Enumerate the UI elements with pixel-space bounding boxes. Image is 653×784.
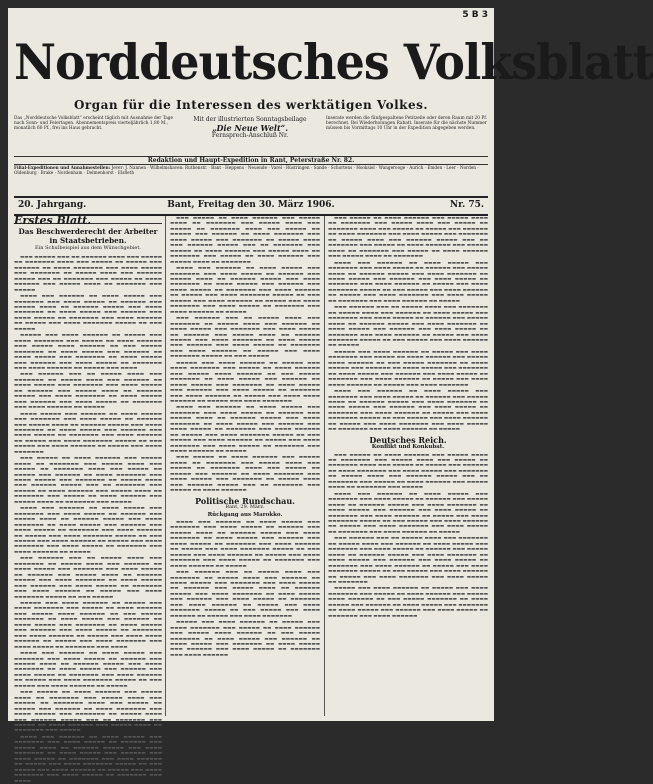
column-2 xyxy=(170,216,320,716)
subscription-info: Das „Norddeutsche Volksblatt“ erscheint täglich mit Ausnahme der Tage nach Sonn- und Feiertagen. Abonnementspreis vierteljährlich 1,80 M., monatlich 60 Pf., frei ins Haus gebracht. xyxy=(14,116,174,132)
page-number: 5 B 3 xyxy=(462,10,488,20)
newspaper-page xyxy=(8,8,653,784)
article-subhead: Ein Schulbeispiel aus dem Wünschgebiet. xyxy=(35,245,141,252)
issue-date: Bant, Freitag den 30. März 1906. xyxy=(167,200,335,210)
article-body: ▬▬▬ ▬▬▬▬▬ ▬▬▬ ▬▬ ▬▬▬▬▬▬ ▬▬▬▬ ▬▬▬ ▬▬▬▬▬ ▬▬ ▬▬▬▬▬▬▬ ▬▬▬▬ ▬▬▬ ▬▬▬▬▬ ▬▬ ▬▬▬▬▬ ▬▬▬ ▬▬▬▬▬▬ ▬▬ ▬▬▬▬ ▬▬▬▬▬▬▬ ▬▬▬ ▬▬▬▬ ▬▬▬▬▬ ▬▬▬ ▬▬▬▬▬▬▬ ▬▬ ▬▬▬▬▬ ▬▬▬▬ ▬▬▬ ▬▬▬▬▬▬ ▬▬▬▬▬ ▬▬▬ ▬▬ ▬▬▬▬▬▬▬ ▬▬▬ ▬▬▬▬▬ ▬▬ ▬▬▬▬ ▬▬▬▬▬▬ ▬▬▬ ▬▬▬▬▬ ▬▬▬▬ ▬▬ ▬▬▬▬▬▬▬ ▬▬▬ ▬▬▬▬▬ ▬▬▬▬ ▬▬▬ ▬▬▬▬▬▬ ▬▬ ▬▬▬▬ ▬▬▬▬▬ ▬▬▬ ▬▬▬▬▬▬▬ ▬▬▬ ▬▬▬▬ ▬▬▬▬▬ ▬▬ ▬▬▬▬▬▬ ▬▬▬ ▬▬▬▬▬ ▬▬▬▬ ▬▬ ▬▬▬▬▬▬ ▬▬▬▬▬ ▬▬▬ ▬▬▬▬ ▬▬▬▬▬▬▬ ▬▬ ▬▬▬▬ ▬▬▬▬▬ ▬▬▬ ▬▬▬▬▬▬ ▬▬▬ ▬▬▬▬ ▬▬▬▬▬ ▬▬ ▬▬▬▬▬▬▬ ▬▬▬ ▬▬▬▬ ▬▬▬▬▬▬ ▬▬ ▬▬▬▬▬ ▬▬▬ ▬▬▬▬ ▬▬▬▬▬▬▬ ▬▬▬▬▬ ▬▬ ▬▬▬ ▬▬▬▬▬ ▬▬▬▬▬ ▬▬▬ ▬▬▬▬ ▬▬▬▬▬▬ ▬▬ ▬▬▬▬▬ ▬▬▬ ▬▬▬▬ ▬▬▬▬▬▬▬ ▬▬▬ ▬▬▬▬▬ ▬▬ ▬▬▬▬ ▬▬▬▬▬▬ ▬▬▬ ▬▬▬▬▬ ▬▬▬▬ ▬▬▬▬▬▬ ▬▬ ▬▬▬ ▬▬▬▬▬ ▬▬▬▬▬▬▬ ▬▬ ▬▬▬▬ ▬▬▬▬▬ ▬▬▬ ▬▬▬▬▬▬ ▬▬ ▬▬▬▬ ▬▬▬▬▬ ▬▬▬ ▬▬▬▬▬▬▬ ▬▬ ▬▬▬▬ ▬▬▬▬▬ ▬▬▬ ▬▬▬▬▬▬ ▬▬▬ ▬▬▬▬ ▬▬▬▬▬ ▬▬ ▬▬▬▬▬▬▬ ▬▬▬ ▬▬▬▬ ▬▬▬▬▬▬ ▬▬ ▬▬▬▬▬ ▬▬▬ ▬▬▬▬ ▬▬▬ ▬▬▬▬▬▬ ▬▬▬ ▬▬ ▬▬▬▬▬ ▬▬▬▬ ▬▬▬ ▬▬▬▬▬▬▬ ▬▬ ▬▬▬▬▬ ▬▬▬▬ ▬▬▬ ▬▬▬▬▬▬ ▬▬ ▬▬▬▬ ▬▬▬▬▬ ▬▬▬ ▬▬▬▬▬▬▬ ▬▬▬ ▬▬▬▬ ▬▬▬▬▬ ▬▬ ▬▬▬▬▬▬ ▬▬▬ ▬▬▬▬▬ ▬▬▬▬ ▬▬ ▬▬▬▬▬▬ ▬▬▬▬▬ ▬▬▬ ▬▬▬▬ ▬▬▬▬▬▬▬ ▬▬ ▬▬▬▬ ▬▬▬▬▬ ▬▬▬ ▬▬▬▬▬▬ ▬▬▬ ▬▬▬▬ ▬▬▬▬▬ ▬▬ ▬▬▬▬▬▬▬ ▬▬▬ ▬▬▬▬ ▬▬▬▬▬▬ ▬▬ ▬▬▬▬▬ ▬▬▬▬ ▬▬▬▬▬ ▬▬▬ ▬▬▬▬▬▬ ▬▬ ▬▬▬▬ ▬▬▬▬▬ ▬▬▬ ▬▬▬▬▬▬▬ ▬▬▬ ▬▬▬▬ ▬▬▬▬▬ ▬▬ ▬▬▬▬▬▬ ▬▬▬ ▬▬▬▬▬ ▬▬▬▬ ▬▬ ▬▬▬▬▬▬ ▬▬▬▬▬ ▬▬▬ ▬▬▬▬ ▬▬▬▬▬▬▬ ▬▬ ▬▬▬▬ ▬▬▬▬▬ ▬▬▬ ▬▬▬▬▬▬ ▬▬▬ ▬▬▬▬ ▬▬▬▬▬ ▬▬ ▬▬▬▬▬▬▬ ▬▬▬ ▬▬▬▬ ▬▬▬▬▬▬ ▬▬ ▬▬▬▬▬ ▬▬▬ ▬▬▬▬ ▬▬▬▬▬▬▬ ▬▬▬▬▬ ▬▬ ▬▬▬ ▬▬▬▬▬ ▬▬▬ ▬▬▬▬ ▬▬▬▬▬▬ ▬▬ ▬▬▬▬▬ ▬▬▬ ▬▬▬▬ ▬▬▬▬▬▬▬ ▬▬▬ ▬▬▬▬▬ ▬▬ ▬▬▬▬ ▬▬▬▬▬▬ ▬▬▬ ▬▬▬▬▬ ▬▬▬▬ ▬▬ ▬▬▬▬▬▬▬ ▬▬▬ ▬▬▬▬▬ ▬▬▬▬ ▬▬▬ ▬▬▬▬▬ ▬▬ ▬▬▬▬▬▬▬ ▬▬▬▬ ▬▬▬ ▬▬▬▬▬ ▬▬ ▬▬▬▬▬ ▬▬▬ ▬▬▬▬▬▬ ▬▬ ▬▬▬▬ ▬▬▬▬▬▬▬ ▬▬▬ ▬▬▬▬ ▬▬▬▬▬ ▬▬▬ ▬▬▬▬▬▬▬ ▬▬ ▬▬▬▬▬ ▬▬▬▬ ▬▬▬ ▬▬▬▬▬▬ ▬▬▬▬▬ ▬▬▬ ▬▬ ▬▬▬▬▬▬▬ ▬▬▬ ▬▬▬▬▬ ▬▬ ▬▬▬▬ ▬▬▬▬▬▬ ▬▬▬ ▬▬▬▬▬ ▬▬▬▬ ▬▬ ▬▬▬▬▬▬▬ ▬▬▬ ▬▬▬▬▬ ▬▬ ▬▬▬▬ ▬▬▬▬▬▬ ▬▬▬ ▬▬▬▬▬ ▬▬▬▬ ▬▬ ▬▬▬▬▬▬▬ ▬▬▬ ▬▬▬▬▬ ▬▬▬▬ ▬▬▬ ▬▬▬▬▬▬ ▬▬ ▬▬▬▬ ▬▬▬▬▬ ▬▬▬ ▬▬▬▬▬▬▬ ▬▬▬ ▬▬▬▬ ▬▬▬▬▬ ▬▬ ▬▬▬▬▬▬ ▬▬▬ ▬▬▬▬▬ ▬▬▬▬ ▬▬ ▬▬▬▬▬▬ ▬▬▬▬▬ ▬▬▬ ▬▬▬▬ ▬▬▬▬▬▬▬ ▬▬ ▬▬▬▬ ▬▬▬▬▬ ▬▬▬ ▬▬▬▬▬▬ ▬▬▬ ▬▬▬▬ ▬▬▬▬▬ ▬▬ ▬▬▬▬▬▬▬ ▬▬▬ ▬▬▬▬ ▬▬▬▬▬▬ ▬▬ ▬▬▬▬▬ ▬▬▬ ▬▬▬▬ ▬▬▬▬▬▬▬ ▬▬▬▬▬ ▬▬ ▬▬▬ ▬▬▬▬▬ ▬▬▬ ▬▬▬▬ ▬▬▬▬▬▬ ▬▬ ▬▬▬▬▬ ▬▬▬ ▬▬▬▬ ▬▬▬▬▬▬▬ ▬▬▬ ▬▬▬▬ ▬▬▬▬▬ ▬▬ ▬▬▬▬▬▬▬ ▬▬▬ ▬▬▬▬ ▬▬▬▬▬▬ ▬▬ ▬▬▬▬▬ ▬▬▬ ▬▬▬▬▬▬ ▬▬▬ ▬▬ ▬▬▬▬▬ ▬▬▬▬ ▬▬▬ ▬▬▬▬▬▬▬ ▬▬ ▬▬▬▬▬ ▬▬▬▬ ▬▬▬ ▬▬▬▬▬▬ ▬▬ ▬▬▬▬ ▬▬▬▬▬ ▬▬▬ ▬▬▬▬▬▬▬ ▬▬▬ ▬▬▬▬ ▬▬▬▬▬ ▬▬ ▬▬▬▬▬▬ ▬▬▬ ▬▬▬▬▬ ▬▬▬▬ ▬▬ ▬▬▬▬▬▬ ▬▬▬▬▬ ▬▬▬ ▬▬▬▬ ▬▬▬▬▬▬▬ ▬▬ ▬▬▬▬ ▬▬▬▬▬ ▬▬▬ ▬▬▬▬▬▬ ▬▬▬ ▬▬▬▬ ▬▬▬▬▬ ▬▬ ▬▬▬▬▬▬▬ ▬▬▬ ▬▬▬▬ ▬▬▬▬▬▬ ▬▬ ▬▬▬▬▬ ▬▬▬ ▬▬▬▬ ▬▬▬▬▬▬▬ ▬▬▬▬▬ ▬▬ ▬▬▬ ▬▬▬▬▬ ▬▬▬▬▬ ▬▬▬ ▬▬▬▬ ▬▬▬▬▬▬ ▬▬ ▬▬▬▬▬ ▬▬▬ ▬▬▬▬ ▬▬▬▬▬▬▬ ▬▬▬ ▬▬▬▬▬ ▬▬ ▬▬▬▬ ▬▬▬▬▬▬ ▬▬▬ ▬▬▬▬▬ ▬▬▬▬ ▬▬▬▬▬▬ ▬▬ ▬▬▬ ▬▬▬▬▬ ▬▬▬▬▬▬▬ ▬▬ ▬▬▬▬ ▬▬▬▬▬ ▬▬▬ ▬▬▬▬▬▬ ▬▬ ▬▬▬▬ ▬▬▬▬▬ ▬▬▬ ▬▬▬▬▬▬▬ ▬▬ ▬▬▬▬ ▬▬▬▬▬ ▬▬▬ ▬▬▬▬▬▬ ▬▬▬ ▬▬▬▬ ▬▬▬▬▬ ▬▬ ▬▬▬▬▬▬▬ ▬▬▬ ▬▬▬▬ ▬▬▬▬▬▬ ▬▬ ▬▬▬▬▬ ▬▬▬ ▬▬▬▬ ▬▬▬▬ ▬▬▬▬▬▬ ▬▬ ▬▬▬▬▬ ▬▬▬ ▬▬▬▬ ▬▬▬▬▬▬▬ ▬▬▬ ▬▬▬▬ ▬▬▬▬▬ ▬▬ ▬▬▬▬▬▬▬ ▬▬▬ ▬▬▬▬ ▬▬▬▬ ▬▬▬ ▬▬▬▬▬▬ ▬▬ ▬▬▬▬ ▬▬▬▬▬ ▬▬▬ ▬▬▬▬▬▬▬ ▬▬▬ ▬▬▬▬ ▬▬▬▬▬ ▬▬ ▬▬▬▬▬▬ ▬▬▬ ▬▬▬▬▬ ▬▬▬▬ ▬▬ ▬▬▬▬▬▬ ▬▬▬▬▬ ▬▬▬ ▬▬▬▬ ▬▬▬▬▬▬▬ ▬▬ ▬▬▬▬ ▬▬▬▬▬ ▬▬▬ ▬▬▬▬▬▬ ▬▬▬ ▬▬▬▬ ▬▬▬▬▬ ▬▬ ▬▬▬▬▬▬▬ ▬▬▬ ▬▬▬▬ ▬▬▬▬▬▬ ▬▬ ▬▬▬▬▬ ▬▬▬ ▬▬▬▬ ▬▬▬▬▬▬▬ ▬▬▬▬▬ ▬▬ ▬▬▬ ▬▬▬▬▬ ▬▬▬ ▬▬▬▬ ▬▬▬▬▬▬ ▬▬ ▬▬▬▬▬ ▬▬▬ ▬▬▬▬▬ ▬▬ ▬▬▬▬ ▬▬▬▬▬▬ ▬▬▬ ▬▬▬▬▬ ▬▬▬▬ ▬▬ ▬▬▬▬▬▬▬ ▬▬▬ ▬▬▬▬▬ ▬▬▬▬ ▬▬▬ ▬▬▬▬▬ ▬▬ ▬▬▬▬▬▬▬ ▬▬▬▬ ▬▬▬ ▬▬▬▬▬ ▬▬ ▬▬▬▬▬ ▬▬▬ ▬▬▬▬▬▬ ▬▬ ▬▬▬▬ ▬▬▬▬▬▬▬ ▬▬▬ ▬▬▬▬ ▬▬▬▬▬ ▬▬▬ ▬▬▬▬▬▬▬ ▬▬ ▬▬▬▬▬ ▬▬▬▬ ▬▬▬ ▬▬▬▬▬▬ ▬▬▬▬▬ ▬▬▬ ▬▬ ▬▬▬▬▬▬▬ ▬▬▬ ▬▬▬▬▬ ▬▬ ▬▬▬▬ ▬▬▬▬▬▬ ▬▬▬ ▬▬▬▬▬ ▬▬▬▬ ▬▬ ▬▬▬▬▬▬▬ ▬▬▬ ▬▬▬▬▬ ▬▬▬▬ ▬▬▬ ▬▬▬▬▬▬ ▬▬ ▬▬▬▬ ▬▬▬▬▬ ▬▬▬ ▬▬▬▬▬▬▬ ▬▬▬ ▬▬▬▬ ▬▬▬▬▬ ▬▬ ▬▬▬▬▬▬ ▬▬▬ ▬▬▬▬▬ ▬▬▬▬ ▬▬ ▬▬▬▬▬▬ ▬▬▬▬▬ ▬▬▬ ▬▬▬▬ ▬▬▬▬▬▬▬ ▬▬ ▬▬▬▬ ▬▬▬▬▬ ▬▬▬ ▬▬▬▬▬▬ ▬▬▬ ▬▬▬▬ ▬▬▬▬▬ ▬▬ ▬▬▬▬▬▬▬ ▬▬▬ ▬▬▬▬ ▬▬▬▬▬▬ ▬▬ ▬▬▬▬▬ ▬▬▬ ▬▬▬▬ ▬▬▬▬▬▬▬ ▬▬▬▬▬ ▬▬ ▬▬▬ ▬▬▬▬▬ ▬▬▬ ▬▬▬▬ ▬▬▬▬▬▬ ▬▬ ▬▬▬▬▬ ▬▬▬ ▬▬▬▬ ▬▬▬▬▬▬▬ ▬▬▬ ▬▬▬▬ ▬▬▬▬▬ ▬▬ ▬▬▬▬▬▬▬ ▬▬▬ ▬▬▬▬ xyxy=(14,254,162,784)
politics-body: ▬▬▬▬ ▬▬▬ ▬▬▬▬▬▬ ▬▬ ▬▬▬▬ ▬▬▬▬▬ ▬▬▬ ▬▬▬▬▬▬▬ ▬▬▬ ▬▬▬▬ ▬▬▬▬▬ ▬▬ ▬▬▬▬▬▬ ▬▬▬ ▬▬▬▬▬ ▬▬▬▬ ▬▬ ▬▬▬▬▬▬ ▬▬▬▬▬ ▬▬▬ ▬▬▬▬ ▬▬▬▬▬▬▬ ▬▬ ▬▬▬▬ ▬▬▬▬▬ ▬▬▬ ▬▬▬▬▬▬ ▬▬▬ ▬▬▬▬ ▬▬▬▬▬ ▬▬ ▬▬▬▬▬▬▬ ▬▬▬ ▬▬▬▬ ▬▬▬▬▬▬ ▬▬ ▬▬▬▬▬ ▬▬▬ ▬▬▬▬ ▬▬▬▬▬▬▬ ▬▬▬▬▬ ▬▬ ▬▬▬ ▬▬▬▬▬ ▬▬▬ ▬▬▬▬ ▬▬▬▬▬▬ ▬▬ ▬▬▬▬▬ ▬▬▬ ▬▬▬▬ ▬▬▬▬▬▬▬ ▬▬▬ ▬▬▬▬ ▬▬▬▬▬ ▬▬ ▬▬▬▬▬▬▬ ▬▬▬ ▬▬▬▬ ▬▬▬▬▬▬ ▬▬ ▬▬▬▬▬ ▬▬▬ ▬▬▬▬▬▬ ▬▬▬ ▬▬ ▬▬▬▬▬ ▬▬▬▬ ▬▬▬ ▬▬▬▬▬▬▬ ▬▬ ▬▬▬▬▬ ▬▬▬▬ ▬▬▬ ▬▬▬▬▬▬ ▬▬ ▬▬▬▬ ▬▬▬▬▬ ▬▬▬ ▬▬▬▬▬▬▬ ▬▬▬ ▬▬▬▬ ▬▬▬▬▬ ▬▬ ▬▬▬▬▬▬ ▬▬▬ ▬▬▬▬▬ ▬▬▬▬ ▬▬ ▬▬▬▬▬▬ ▬▬▬▬▬ ▬▬▬ ▬▬▬▬ ▬▬▬▬▬▬▬ ▬▬ ▬▬▬▬ ▬▬▬▬▬ ▬▬▬ ▬▬▬▬▬▬ ▬▬▬ ▬▬▬▬ ▬▬▬▬▬ ▬▬ ▬▬▬▬▬▬▬ ▬▬▬ ▬▬▬▬ ▬▬▬▬▬▬ ▬▬ ▬▬▬▬▬ ▬▬▬ ▬▬▬▬ ▬▬▬▬▬▬▬ ▬▬▬▬▬ ▬▬ ▬▬▬ ▬▬▬▬▬ ▬▬▬ ▬▬▬▬ ▬▬▬▬▬▬ ▬▬ ▬▬▬▬▬ ▬▬▬ ▬▬▬▬ ▬▬▬▬▬▬▬ ▬▬▬▬▬ ▬▬▬ ▬▬▬▬ ▬▬▬▬▬▬ ▬▬ ▬▬▬▬▬ ▬▬▬ ▬▬▬▬ ▬▬▬▬▬▬▬ ▬▬▬ ▬▬▬▬▬ ▬▬ ▬▬▬▬ ▬▬▬▬▬▬ ▬▬▬ ▬▬▬▬▬ ▬▬▬▬ ▬▬▬▬▬▬ ▬▬ ▬▬▬ ▬▬▬▬▬ ▬▬▬▬▬▬▬ ▬▬ ▬▬▬▬ ▬▬▬▬▬ ▬▬▬ ▬▬▬▬▬▬ ▬▬ ▬▬▬▬ ▬▬▬▬▬ ▬▬▬ ▬▬▬▬▬▬▬ ▬▬ ▬▬▬▬ ▬▬▬▬▬ ▬▬▬ ▬▬▬▬▬▬ ▬▬▬ ▬▬▬▬ ▬▬▬▬▬ ▬▬ ▬▬▬▬▬▬▬ ▬▬▬ ▬▬▬▬ ▬▬▬▬▬▬ xyxy=(170,520,320,658)
redaktion-bar: Redaktion und Haupt-Expedition in Rant, Peterstraße Nr. 82. xyxy=(14,156,488,165)
politics-dateline: Bant, 29. März. xyxy=(225,504,265,511)
column-3 xyxy=(328,216,488,716)
supplement-line: Mit der illustrierten Sonntagsbeilage xyxy=(193,116,307,123)
politics-section-title: Politische Rundschau. xyxy=(195,495,295,506)
column-divider xyxy=(165,216,166,716)
masthead-subtitle: Organ für die Interessen des werktätigen Volkes. xyxy=(73,98,429,112)
reich-section-title: Deutsches Reich. xyxy=(369,434,447,445)
column-divider xyxy=(324,216,325,716)
volume-label: 20. Jahrgang. xyxy=(18,200,87,210)
dateline-bar xyxy=(14,196,488,216)
supplement-title: „Die Neue Welt“. xyxy=(211,123,289,133)
branch-list-title: Filial-Expeditionen und Annahmestellen: xyxy=(14,165,111,170)
advertising-info: Inserate werden die fünfgespaltene Petitzeile oder deren Raum mit 20 Pf. berechnet. Bei Wiederholungen Rabatt. Inserate für die nächste Nummer müssen bis Vormittags 10 Uhr in der Expedition abgegeben werden. xyxy=(326,116,488,132)
reich-subhead: Konflikt und Konkubat. xyxy=(371,444,445,451)
section-title: Erstes Blatt. xyxy=(14,218,162,224)
politics-subhead: Rückgang aus Marokko. xyxy=(207,511,283,518)
article-headline: Das Beschwerderecht der Arbeiter in Staatsbetrieben. xyxy=(18,227,158,245)
reich-body: ▬▬▬ ▬▬▬▬▬ ▬▬ ▬▬▬▬ ▬▬▬▬▬▬ ▬▬▬ ▬▬▬▬▬ ▬▬▬▬ ▬▬ ▬▬▬▬▬▬▬ ▬▬▬ ▬▬▬▬▬ ▬▬▬▬ ▬▬▬ ▬▬▬▬▬ ▬▬ ▬▬▬▬▬▬▬ ▬▬▬▬ ▬▬▬ ▬▬▬▬▬ ▬▬ ▬▬▬▬▬ ▬▬▬ ▬▬▬▬▬▬ ▬▬ ▬▬▬▬ ▬▬▬▬▬▬▬ ▬▬▬ ▬▬▬▬ ▬▬▬▬▬ ▬▬▬ ▬▬▬▬▬▬▬ ▬▬ ▬▬▬▬▬ ▬▬▬▬ ▬▬▬ ▬▬▬▬▬▬ ▬▬▬▬▬ ▬▬▬ ▬▬ ▬▬▬▬▬▬▬ ▬▬▬ ▬▬▬▬▬ ▬▬ ▬▬▬▬ ▬▬▬▬▬▬ ▬▬▬ ▬▬▬▬▬ ▬▬▬▬ ▬▬ ▬▬▬▬▬▬▬ ▬▬▬ ▬▬▬▬▬ ▬▬▬▬ ▬▬▬ ▬▬▬▬▬▬ ▬▬ ▬▬▬▬ ▬▬▬▬▬ ▬▬▬ ▬▬▬▬▬▬▬ ▬▬▬ ▬▬▬▬ ▬▬▬▬▬ ▬▬ ▬▬▬▬▬▬ ▬▬▬ ▬▬▬▬▬ ▬▬▬▬ ▬▬ ▬▬▬▬▬▬ ▬▬▬▬▬ ▬▬▬ ▬▬▬▬ ▬▬▬▬▬▬▬ ▬▬ ▬▬▬▬ ▬▬▬▬▬ ▬▬▬ ▬▬▬▬▬▬ ▬▬▬ ▬▬▬▬ ▬▬▬▬▬ ▬▬ ▬▬▬▬▬▬▬ ▬▬▬ ▬▬▬▬ ▬▬▬▬▬▬ ▬▬ ▬▬▬▬▬ ▬▬▬ ▬▬▬▬ ▬▬▬▬▬▬▬ ▬▬▬▬▬ ▬▬ ▬▬▬ ▬▬▬▬▬ ▬▬▬ ▬▬▬▬ ▬▬▬▬▬▬ ▬▬ ▬▬▬▬▬ ▬▬▬ ▬▬▬▬ ▬▬▬▬▬▬▬ ▬▬▬ ▬▬▬▬ ▬▬▬▬▬ ▬▬ ▬▬▬▬▬▬▬ ▬▬▬ ▬▬▬▬ ▬▬▬▬▬▬ ▬▬ ▬▬▬▬▬ ▬▬▬ ▬▬▬▬▬▬ ▬▬▬ ▬▬ ▬▬▬▬▬ ▬▬▬▬ ▬▬▬ ▬▬▬▬▬▬▬ ▬▬ ▬▬▬▬▬ ▬▬▬▬ ▬▬▬ ▬▬▬▬▬▬ ▬▬ ▬▬▬▬ ▬▬▬▬▬ ▬▬▬ ▬▬▬▬▬▬▬ ▬▬▬ ▬▬▬▬ ▬▬▬▬▬ ▬▬ ▬▬▬▬▬▬ ▬▬▬ ▬▬▬▬▬ ▬▬▬▬ ▬▬ ▬▬▬▬▬▬ ▬▬▬▬▬ ▬▬▬ ▬▬▬▬ ▬▬▬▬▬▬▬ ▬▬ ▬▬▬▬ ▬▬▬▬▬ ▬▬▬ ▬▬▬▬▬▬ ▬▬▬ ▬▬▬▬ ▬▬▬▬▬ ▬▬ ▬▬▬▬▬▬▬ ▬▬▬ ▬▬▬▬ ▬▬▬▬▬▬ ▬▬ ▬▬▬▬▬ ▬▬▬ ▬▬▬▬ ▬▬▬▬▬▬▬ ▬▬▬▬▬ ▬▬ ▬▬▬ ▬▬▬▬▬ ▬▬▬ ▬▬▬▬ ▬▬▬▬▬▬ ▬▬ ▬▬▬▬▬ ▬▬▬ ▬▬▬▬ ▬▬▬▬▬▬▬ ▬▬▬ ▬▬▬▬ ▬▬▬▬▬ ▬▬ ▬▬▬▬▬▬▬ ▬▬▬▬▬ ▬▬▬ ▬▬▬▬ ▬▬▬▬▬▬ ▬▬ ▬▬▬▬▬ ▬▬▬ ▬▬▬▬ ▬▬▬▬▬▬▬ ▬▬▬ ▬▬▬▬▬ ▬▬ ▬▬▬▬ ▬▬▬▬▬▬ ▬▬▬ ▬▬▬▬▬ ▬▬▬▬ ▬▬▬▬▬▬ ▬▬ ▬▬▬ ▬▬▬▬▬ ▬▬▬▬▬▬▬ ▬▬ ▬▬▬▬ ▬▬▬▬▬ ▬▬▬ ▬▬▬▬▬▬ ▬▬ ▬▬▬▬ ▬▬▬▬▬ ▬▬▬ ▬▬▬▬▬▬▬ ▬▬ ▬▬▬▬ ▬▬▬▬▬ ▬▬▬ ▬▬▬▬▬▬ ▬▬▬ ▬▬▬▬ ▬▬▬▬▬ ▬▬ ▬▬▬▬▬▬▬ ▬▬▬ ▬▬▬▬ ▬▬▬▬▬▬ xyxy=(328,452,488,619)
branch-list-text: Jever: J. Nannen · Wilhelmshaven: Ruthenstr. · Bant · Heppens · Neuende · Varel · Rüstringen · Sande · Schortens · Hooksiel · Wangerooge · Aurich · Emden · Leer · Norden · Oldenburg · Brake · Nordenham · Delmenhorst · Elsfleth xyxy=(14,165,479,176)
masthead-title: Norddeutsches Volksblatt xyxy=(14,33,653,91)
phone-line: Fernsprech-Anschluß Nr. xyxy=(211,132,289,139)
article-body-continued: ▬▬▬ ▬▬▬▬▬ ▬▬ ▬▬▬▬ ▬▬▬▬▬▬ ▬▬▬ ▬▬▬▬▬ ▬▬▬▬ ▬▬ ▬▬▬▬▬▬▬ ▬▬▬ ▬▬▬▬▬ ▬▬▬▬ ▬▬▬ ▬▬▬▬▬ ▬▬ ▬▬▬▬▬▬▬ ▬▬▬▬ ▬▬▬ ▬▬▬▬▬ ▬▬ ▬▬▬▬▬ ▬▬▬ ▬▬▬▬▬▬ ▬▬ ▬▬▬▬ ▬▬▬▬▬▬▬ ▬▬▬ ▬▬▬▬ ▬▬▬▬▬ ▬▬▬ ▬▬▬▬▬▬▬ ▬▬ ▬▬▬▬▬ ▬▬▬▬ ▬▬▬ ▬▬▬▬▬▬ ▬▬▬▬▬ ▬▬▬ ▬▬ ▬▬▬▬▬▬▬ ▬▬▬ ▬▬▬▬▬ ▬▬ ▬▬▬▬ ▬▬▬▬▬▬ ▬▬▬ ▬▬▬▬▬ ▬▬▬▬ ▬▬ ▬▬▬▬▬▬▬ ▬▬▬ ▬▬▬▬▬ ▬▬ ▬▬▬▬ ▬▬▬▬▬▬ ▬▬▬ ▬▬▬▬▬ ▬▬▬▬ ▬▬ ▬▬▬▬▬▬▬ ▬▬▬▬ ▬▬▬ ▬▬▬▬▬▬ ▬▬ ▬▬▬▬ ▬▬▬▬▬ ▬▬▬ ▬▬▬▬▬▬▬ ▬▬▬ ▬▬▬▬ ▬▬▬▬▬ ▬▬ ▬▬▬▬▬▬ ▬▬▬ ▬▬▬▬▬ ▬▬▬▬ ▬▬ ▬▬▬▬▬▬ ▬▬▬▬▬ ▬▬▬ ▬▬▬▬ ▬▬▬▬▬▬▬ ▬▬ ▬▬▬▬ ▬▬▬▬▬ ▬▬▬ ▬▬▬▬▬▬ ▬▬▬ ▬▬▬▬ ▬▬▬▬▬ ▬▬ ▬▬▬▬▬▬▬ ▬▬▬ ▬▬▬▬ ▬▬▬▬▬▬ ▬▬ ▬▬▬▬▬ ▬▬▬ ▬▬▬▬ ▬▬▬▬▬▬▬ ▬▬▬▬▬ ▬▬ ▬▬▬ ▬▬▬▬▬ ▬▬▬ ▬▬▬▬ ▬▬▬▬▬▬ ▬▬ ▬▬▬▬▬ ▬▬▬ ▬▬▬▬ ▬▬▬▬▬▬▬ ▬▬▬ ▬▬▬▬ ▬▬▬▬▬ ▬▬ ▬▬▬▬▬▬▬ ▬▬▬ ▬▬▬▬ ▬▬▬▬▬▬ ▬▬ ▬▬▬▬▬ ▬▬▬ ▬▬▬▬▬▬ ▬▬▬ ▬▬ ▬▬▬▬▬ ▬▬▬▬ ▬▬▬ ▬▬▬▬▬▬▬ ▬▬ ▬▬▬▬▬ ▬▬▬▬ ▬▬▬ ▬▬▬▬▬▬ ▬▬ ▬▬▬▬ ▬▬▬▬▬ ▬▬▬ ▬▬▬▬▬▬▬ ▬▬▬ ▬▬▬▬ ▬▬▬▬▬ ▬▬ ▬▬▬▬▬▬ ▬▬▬ ▬▬▬▬▬ ▬▬▬▬ ▬▬ ▬▬▬▬▬▬ ▬▬▬▬▬ ▬▬▬ ▬▬▬▬ ▬▬▬▬▬▬▬ ▬▬ ▬▬▬▬ ▬▬▬▬▬ ▬▬▬ ▬▬▬▬▬▬ ▬▬▬ ▬▬▬▬ ▬▬▬▬▬ ▬▬ ▬▬▬▬▬▬▬ ▬▬▬ ▬▬▬▬ ▬▬▬▬▬▬ ▬▬ ▬▬▬▬▬ ▬▬▬ ▬▬▬▬ ▬▬▬▬▬▬▬ ▬▬▬▬▬ ▬▬ ▬▬▬ ▬▬▬▬▬ ▬▬▬▬▬ ▬▬▬ ▬▬▬▬ ▬▬▬▬▬▬ ▬▬ ▬▬▬▬▬ ▬▬▬ ▬▬▬▬ ▬▬▬▬▬▬▬ ▬▬▬ ▬▬▬▬▬ ▬▬ ▬▬▬▬ ▬▬▬▬▬▬ ▬▬▬ ▬▬▬▬▬ ▬▬▬▬ ▬▬▬▬▬▬ ▬▬ ▬▬▬ ▬▬▬▬▬ ▬▬▬▬▬▬▬ ▬▬ ▬▬▬▬ ▬▬▬▬▬ ▬▬▬ ▬▬▬▬▬▬ ▬▬ ▬▬▬▬ ▬▬▬▬▬ ▬▬▬ ▬▬▬▬▬▬▬ ▬▬ ▬▬▬▬ ▬▬▬▬▬ ▬▬▬ ▬▬▬▬▬▬ ▬▬▬ ▬▬▬▬ ▬▬▬▬▬ ▬▬ ▬▬▬▬▬▬▬ ▬▬▬ ▬▬▬▬ ▬▬▬▬▬▬ ▬▬ ▬▬▬▬▬ ▬▬▬ ▬▬▬▬ ▬▬▬▬ ▬▬▬▬▬▬ ▬▬ ▬▬▬▬▬ ▬▬▬ ▬▬▬▬ ▬▬▬▬▬▬▬ ▬▬▬▬ ▬▬▬ ▬▬▬▬▬▬ ▬▬ ▬▬▬▬ ▬▬▬▬▬ ▬▬▬ ▬▬▬▬▬▬▬ ▬▬▬ ▬▬▬▬ ▬▬▬▬▬ ▬▬ ▬▬▬▬▬▬ ▬▬▬ ▬▬▬▬▬ ▬▬▬▬ ▬▬ ▬▬▬▬▬▬ ▬▬▬▬▬ ▬▬▬ ▬▬▬▬ ▬▬▬▬▬▬▬ ▬▬ ▬▬▬▬ ▬▬▬▬▬ ▬▬▬ ▬▬▬▬▬▬ ▬▬▬ ▬▬▬▬ ▬▬▬▬▬ ▬▬ ▬▬▬▬▬▬▬ ▬▬▬ ▬▬▬▬ ▬▬▬▬▬▬ ▬▬ ▬▬▬▬▬ ▬▬▬ ▬▬▬▬ ▬▬▬▬▬▬▬ ▬▬▬▬▬ ▬▬ ▬▬▬ ▬▬▬▬▬ ▬▬▬ ▬▬▬▬ ▬▬▬▬▬▬ ▬▬ ▬▬▬▬▬ ▬▬▬ ▬▬▬▬ ▬▬▬▬▬▬▬ ▬▬▬ ▬▬▬▬ ▬▬▬▬▬ ▬▬ ▬▬▬▬▬▬▬ ▬▬▬ ▬▬▬▬ ▬▬▬▬▬▬ ▬▬ ▬▬▬▬▬ ▬▬▬ ▬▬▬▬▬ ▬▬ ▬▬▬▬ ▬▬▬▬▬▬ ▬▬▬ ▬▬▬▬▬ ▬▬▬▬ ▬▬ ▬▬▬▬▬▬▬ ▬▬▬ ▬▬▬▬▬ ▬▬▬▬ ▬▬▬ ▬▬▬▬▬ ▬▬ ▬▬▬▬▬▬▬ ▬▬▬▬ ▬▬▬ ▬▬▬▬▬ ▬▬ ▬▬▬▬▬ ▬▬▬ ▬▬▬▬▬▬ ▬▬ ▬▬▬▬ ▬▬▬▬▬▬▬ ▬▬▬ ▬▬▬▬ ▬▬▬▬▬ ▬▬▬ ▬▬▬▬▬▬▬ ▬▬ ▬▬▬▬▬ ▬▬▬▬ ▬▬▬ ▬▬▬▬▬▬ ▬▬▬▬▬ ▬▬▬ ▬▬ ▬▬▬▬▬▬▬ ▬▬▬ ▬▬▬▬▬ ▬▬ ▬▬▬▬ ▬▬▬▬▬▬ xyxy=(170,216,320,494)
branch-list xyxy=(14,165,488,195)
supplement-info xyxy=(180,116,320,140)
column-1 xyxy=(14,214,162,784)
article-body-continued: ▬▬▬ ▬▬▬▬▬ ▬▬ ▬▬▬▬ ▬▬▬▬▬▬ ▬▬▬ ▬▬▬▬▬ ▬▬▬▬ ▬▬ ▬▬▬▬▬▬▬ ▬▬▬ ▬▬▬▬▬ ▬▬▬▬ ▬▬▬ ▬▬▬▬▬ ▬▬ ▬▬▬▬▬▬▬ ▬▬▬▬ ▬▬▬ ▬▬▬▬▬ ▬▬ ▬▬▬▬▬ ▬▬▬ ▬▬▬▬▬▬ ▬▬ ▬▬▬▬ ▬▬▬▬▬▬▬ ▬▬▬ ▬▬▬▬ ▬▬▬▬▬ ▬▬▬ ▬▬▬▬▬▬▬ ▬▬ ▬▬▬▬▬ ▬▬▬▬ ▬▬▬ ▬▬▬▬▬▬ ▬▬▬▬▬ ▬▬▬ ▬▬ ▬▬▬▬▬▬▬ ▬▬▬ ▬▬▬▬▬ ▬▬ ▬▬▬▬ ▬▬▬▬▬▬ ▬▬▬ ▬▬▬▬▬ ▬▬▬▬ ▬▬ ▬▬▬▬▬▬▬ ▬▬▬ ▬▬▬▬▬ ▬▬ ▬▬▬▬ ▬▬▬▬▬▬ ▬▬▬ ▬▬▬▬▬ ▬▬▬▬ ▬▬ ▬▬▬▬▬▬▬ ▬▬▬▬ ▬▬▬ ▬▬▬▬▬▬ ▬▬ ▬▬▬▬ ▬▬▬▬▬ ▬▬▬ ▬▬▬▬▬▬▬ ▬▬▬ ▬▬▬▬ ▬▬▬▬▬ ▬▬ ▬▬▬▬▬▬ ▬▬▬ ▬▬▬▬▬ ▬▬▬▬ ▬▬ ▬▬▬▬▬▬ ▬▬▬▬▬ ▬▬▬ ▬▬▬▬ ▬▬▬▬▬▬▬ ▬▬ ▬▬▬▬ ▬▬▬▬▬ ▬▬▬ ▬▬▬▬▬▬ ▬▬▬ ▬▬▬▬ ▬▬▬▬▬ ▬▬ ▬▬▬▬▬▬▬ ▬▬▬ ▬▬▬▬ ▬▬▬▬▬▬ ▬▬ ▬▬▬▬▬ ▬▬▬ ▬▬▬▬ ▬▬▬▬▬▬▬ ▬▬▬▬▬ ▬▬ ▬▬▬ ▬▬▬▬▬ ▬▬▬ ▬▬▬▬ ▬▬▬▬▬▬ ▬▬ ▬▬▬▬▬ ▬▬▬ ▬▬▬▬ ▬▬▬▬▬▬▬ ▬▬▬ ▬▬▬▬ ▬▬▬▬▬ ▬▬ ▬▬▬▬▬▬▬ ▬▬▬ ▬▬▬▬ ▬▬▬▬▬▬ ▬▬ ▬▬▬▬▬ ▬▬▬ ▬▬▬▬▬▬ ▬▬▬ ▬▬ ▬▬▬▬▬ ▬▬▬▬ ▬▬▬ ▬▬▬▬▬▬▬ ▬▬ ▬▬▬▬▬ ▬▬▬▬ ▬▬▬ ▬▬▬▬▬▬ ▬▬ ▬▬▬▬ ▬▬▬▬▬ ▬▬▬ ▬▬▬▬▬▬▬ ▬▬▬ ▬▬▬▬ ▬▬▬▬▬ ▬▬ ▬▬▬▬▬▬ ▬▬▬ ▬▬▬▬▬ ▬▬▬▬ ▬▬ ▬▬▬▬▬▬ ▬▬▬▬▬ ▬▬▬ ▬▬▬▬ ▬▬▬▬▬▬▬ ▬▬ ▬▬▬▬ ▬▬▬▬▬ ▬▬▬ ▬▬▬▬▬▬ ▬▬▬ ▬▬▬▬ ▬▬▬▬▬ ▬▬ ▬▬▬▬▬▬▬ ▬▬▬ ▬▬▬▬ ▬▬▬▬▬▬ ▬▬ ▬▬▬▬▬ ▬▬▬ ▬▬▬▬ ▬▬▬▬▬▬▬ ▬▬▬▬▬ ▬▬ ▬▬▬ ▬▬▬▬▬ ▬▬▬ ▬▬▬▬ ▬▬▬▬▬▬ ▬▬ ▬▬▬▬▬ ▬▬▬▬▬ ▬▬▬ ▬▬▬▬ ▬▬▬▬▬▬ ▬▬ ▬▬▬▬▬ ▬▬▬ ▬▬▬▬ ▬▬▬▬▬▬▬ ▬▬▬ ▬▬▬▬▬ ▬▬ ▬▬▬▬ ▬▬▬▬▬▬ ▬▬▬ ▬▬▬▬▬ ▬▬▬▬ ▬▬▬▬▬▬ ▬▬ ▬▬▬ ▬▬▬▬▬ ▬▬▬▬▬▬▬ ▬▬ ▬▬▬▬ ▬▬▬▬▬ ▬▬▬ ▬▬▬▬▬▬ ▬▬ ▬▬▬▬ ▬▬▬▬▬ ▬▬▬ ▬▬▬▬▬▬▬ ▬▬ ▬▬▬▬ ▬▬▬▬▬ ▬▬▬ ▬▬▬▬▬▬ ▬▬▬ ▬▬▬▬ ▬▬▬▬▬ ▬▬ ▬▬▬▬▬▬▬ ▬▬▬ ▬▬▬▬ ▬▬▬▬▬▬ ▬▬ ▬▬▬▬▬ ▬▬▬ ▬▬▬▬ ▬▬▬▬ ▬▬▬▬▬▬ ▬▬ ▬▬▬▬▬ ▬▬▬ ▬▬▬▬ ▬▬▬▬▬▬▬ ▬▬▬▬ ▬▬▬ ▬▬▬▬▬▬ ▬▬ ▬▬▬▬ ▬▬▬▬▬ ▬▬▬ ▬▬▬▬▬▬▬ ▬▬▬ ▬▬▬▬ ▬▬▬▬▬ ▬▬ ▬▬▬▬▬▬ ▬▬▬ ▬▬▬▬▬ ▬▬▬▬ ▬▬ ▬▬▬▬▬▬ ▬▬▬▬▬ ▬▬▬ ▬▬▬▬ ▬▬▬▬▬▬▬ ▬▬ ▬▬▬▬ ▬▬▬▬▬ ▬▬▬ ▬▬▬▬▬▬ ▬▬▬ ▬▬▬▬ ▬▬▬▬▬ ▬▬ ▬▬▬▬▬▬▬ ▬▬▬ ▬▬▬▬ ▬▬▬▬▬▬ ▬▬ ▬▬▬▬▬ ▬▬▬ ▬▬▬▬ ▬▬▬▬▬▬▬ ▬▬▬▬▬ ▬▬ ▬▬▬ ▬▬▬▬▬ ▬▬▬ ▬▬▬▬ ▬▬▬▬▬▬ ▬▬ ▬▬▬▬▬ ▬▬▬ ▬▬▬▬ ▬▬▬▬▬▬▬ ▬▬▬ ▬▬▬▬ ▬▬▬▬▬ ▬▬ ▬▬▬▬▬▬▬ ▬▬▬ ▬▬▬▬ ▬▬▬▬▬▬ ▬▬ ▬▬▬▬▬ xyxy=(328,216,488,433)
issue-number: Nr. 75. xyxy=(449,200,484,210)
